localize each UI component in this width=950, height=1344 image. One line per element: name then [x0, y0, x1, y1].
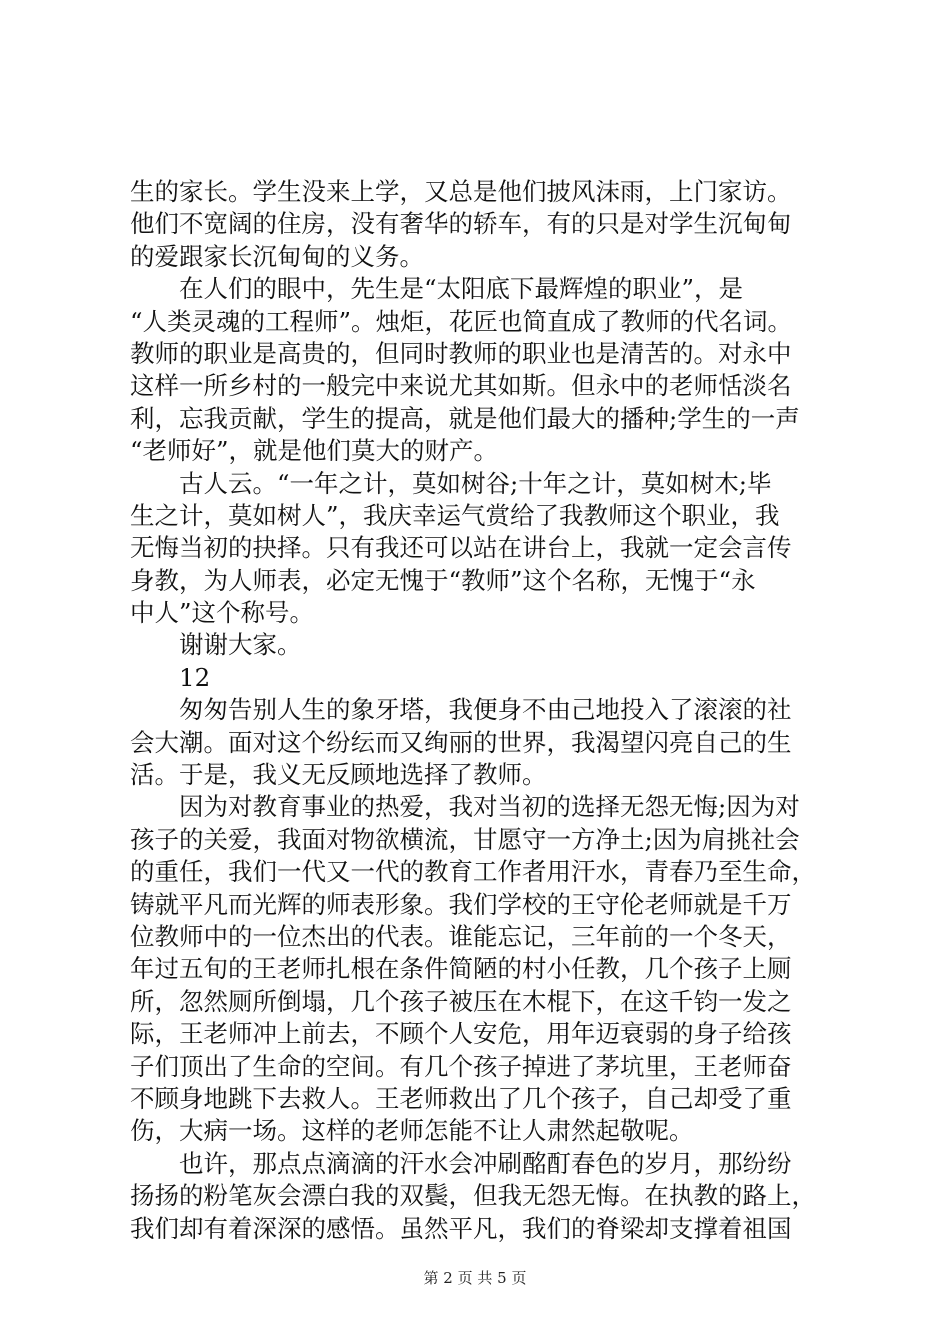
text-line: 谢谢大家。 [179, 630, 302, 660]
text-line: 不顾身地跳下去救人。王老师救出了几个孩子，自己却受了重 [130, 1083, 792, 1113]
text-line: 生的家长。学生没来上学，又总是他们披风沫雨，上门家访。 [130, 177, 792, 206]
text-line: “老师好”，就是他们莫大的财产。 [130, 436, 499, 466]
text-line: 会大潮。面对这个纷纭而又绚丽的世界，我渴望闪亮自己的生 [130, 727, 792, 757]
text-line: 无悔当初的抉择。只有我还可以站在讲台上，我就一定会言传 [130, 533, 792, 563]
text-line: 教师的职业是高贵的，但同时教师的职业也是清苦的。对永中 [130, 338, 792, 368]
text-line: 这样一所乡村的一般完中来说尤其如斯。但永中的老师恬淡名 [130, 371, 792, 401]
text-line: 年过五旬的王老师扎根在条件简陋的村小任教，几个孩子上厕 [130, 954, 792, 984]
text-line: 位教师中的一位杰出的代表。谁能忘记，三年前的一个冬天， [130, 921, 792, 951]
text-line: 利，忘我贡献，学生的提高，就是他们最大的播种;学生的一声 [130, 403, 800, 433]
text-line: 伤，大病一场。这样的老师怎能不让人肃然起敬呢。 [130, 1116, 694, 1146]
text-line: 生之计，莫如树人”，我庆幸运气赏给了我教师这个职业，我 [130, 500, 780, 530]
text-line: 铸就平凡而光辉的师表形象。我们学校的王守伦老师就是千万 [130, 889, 792, 919]
text-line: 的爱跟家长沉甸甸的义务。 [130, 241, 424, 271]
text-line: 的重任，我们一代又一代的教育工作者用汗水，青春乃至生命， [130, 857, 816, 887]
document-body [130, 176, 830, 1245]
text-line: 际，王老师冲上前去，不顾个人安危，用年迈衰弱的身子给孩 [130, 1019, 792, 1049]
text-line: 他们不宽阔的住房，没有奢华的轿车，有的只是对学生沉甸甸 [130, 209, 792, 239]
page-footer: 第 2 页 共 5 页 [423, 1269, 527, 1287]
text-line: 子们顶出了生命的空间。有几个孩子掉进了茅坑里，王老师奋 [130, 1051, 792, 1081]
text-line: 身教，为人师表，必定无愧于“教师”这个名称，无愧于“永 [130, 565, 756, 595]
text-line: 因为对教育事业的热爱，我对当初的选择无怨无悔;因为对 [179, 792, 800, 822]
text-line: 孩子的关爱，我面对物欲横流，甘愿守一方净土;因为肩挑社会 [130, 824, 800, 854]
text-line: “人类灵魂的工程师”。烛炬，花匠也简直成了教师的代名词。 [130, 306, 793, 336]
text-line: 扬扬的粉笔灰会漂白我的双鬓，但我无怨无悔。在执教的路上， [130, 1181, 816, 1211]
text-line: 也许，那点点滴滴的汗水会冲刷酩酊春色的岁月，那纷纷 [179, 1148, 792, 1178]
text-line: 匆匆告别人生的象牙塔，我便身不由己地投入了滚滚的社 [179, 695, 792, 725]
text-line: 12 [179, 662, 211, 692]
text-line: 在人们的眼中，先生是“太阳底下最辉煌的职业”，是 [179, 274, 744, 304]
text-line: 活。于是，我义无反顾地选择了教师。 [130, 760, 547, 790]
text-line: 我们却有着深深的感悟。虽然平凡，我们的脊梁却支撑着祖国 [130, 1213, 792, 1243]
text-line: 中人”这个称号。 [130, 598, 315, 628]
text-line: 古人云。“一年之计，莫如树谷;十年之计，莫如树木;毕 [179, 468, 772, 498]
text-line: 所，忽然厕所倒塌，几个孩子被压在木棍下，在这千钧一发之 [130, 986, 792, 1016]
